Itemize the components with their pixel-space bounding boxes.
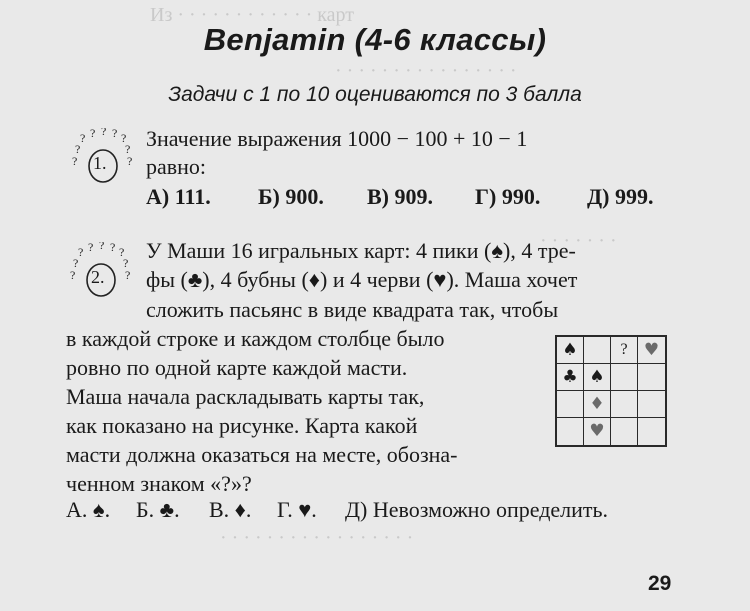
svg-text:?: ? [72,154,78,168]
svg-text:?: ? [70,268,76,282]
svg-text:?: ? [125,142,131,156]
problem-2-line: сложить пасьянс в виде квадрата так, чтобы [146,297,559,322]
grid-cell [611,391,638,418]
svg-text:?: ? [88,242,94,254]
answer-d: Д) 999. [587,184,654,209]
page-title: Benjamin (4-6 классы) [203,22,547,57]
svg-text:?: ? [78,245,84,259]
problem-2-line: Маша начала раскладывать карты так, [66,384,425,409]
svg-text:?: ? [123,256,129,270]
answer-b: Б. ♣. [136,497,180,522]
svg-text:?: ? [119,245,125,259]
bleed-through-text: Из · · · · · · · · · · · · карт [150,4,355,26]
answer-b: Б) 900. [258,184,324,209]
svg-text:?: ? [80,131,86,145]
bleed-through-text: · · · · · · · · · · · · · · · · · [220,527,414,549]
problem-2-line: как показано на рисунке. Карта какой [66,413,418,438]
page-subtitle: Задачи с 1 по 10 оцениваются по 3 балла [168,83,582,106]
grid-cell [638,364,665,391]
problem-1-badge [70,128,134,190]
grid-cell [557,391,584,418]
problem-2-line: У Маши 16 игральных карт: 4 пики (♠), 4 тре- [146,238,576,263]
card-grid [555,335,667,447]
grid-cell [638,418,665,445]
grid-cell: ♦ [584,391,611,418]
grid-cell: ♣ [557,364,584,391]
svg-text:?: ? [125,268,131,282]
problem-2-number: 2. [91,267,105,287]
grid-cell [611,364,638,391]
answer-v: В) 909. [367,184,433,209]
problem-2-line: масти должна оказаться на месте, обозна- [66,442,458,467]
problem-1-number: 1. [93,153,107,173]
grid-cell [638,391,665,418]
answer-a: А) 111. [146,184,211,209]
answer-g: Г. ♥. [277,497,317,522]
svg-text:?: ? [75,142,81,156]
problem-1-line: Значение выражения 1000 − 100 + 10 − 1 [146,126,528,151]
answer-g: Г) 990. [475,184,541,209]
problem-1-line: равно: [146,154,207,179]
bleed-through-text: · · · · · · · · · · · · · · · · [335,60,517,82]
svg-text:?: ? [99,242,105,252]
grid-cell: ♥ [584,418,611,445]
svg-text:?: ? [101,128,107,138]
grid-cell: ♠ [584,364,611,391]
page-number: 29 [648,572,672,595]
answer-v: В. ♦. [209,497,252,522]
answer-d: Д) Невозможно определить. [345,497,609,522]
svg-text:?: ? [112,128,118,140]
svg-text:?: ? [73,256,79,270]
svg-text:?: ? [127,154,133,168]
problem-2-line: в каждой строке и каждом столбце было [66,326,445,351]
grid-cell: ♠ [557,337,584,364]
grid-cell: ♥ [638,337,665,364]
grid-cell [584,337,611,364]
svg-text:?: ? [110,242,116,254]
svg-text:?: ? [90,128,96,140]
problem-2-line: ченном знаком «?»? [66,471,252,496]
bleed-through-text: · · · · · · · [540,230,617,252]
grid-cell [611,418,638,445]
problem-2-badge [68,242,132,304]
grid-cell: ? [611,337,638,364]
problem-2-line: ровно по одной карте каждой масти. [66,355,408,380]
svg-text:?: ? [121,131,127,145]
grid-cell [557,418,584,445]
problem-2-line: фы (♣), 4 бубны (♦) и 4 черви (♥). Маша хочет [146,267,578,292]
answer-a: А. ♠. [66,497,111,522]
